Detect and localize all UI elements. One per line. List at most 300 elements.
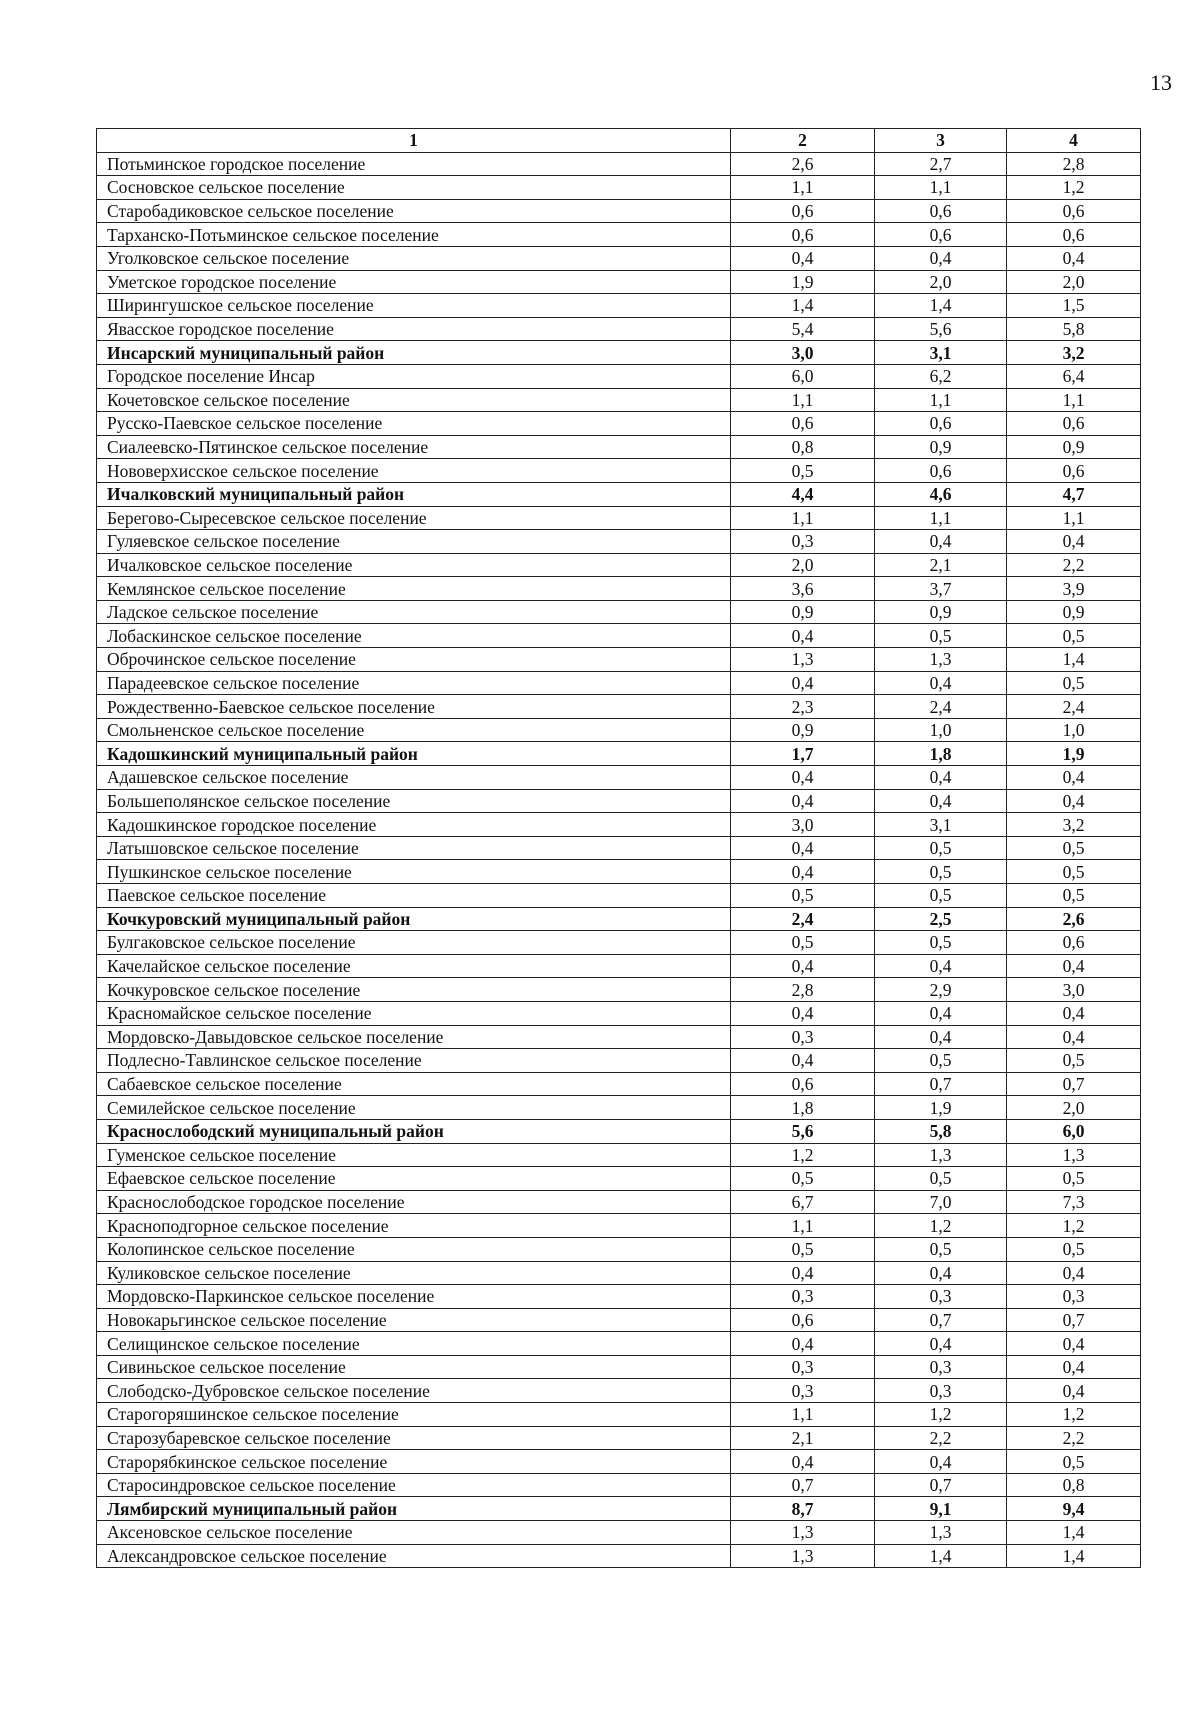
value-cell-col3: 0,4 [875, 789, 1007, 813]
settlement-name-cell: Красноподгорное сельское поселение [97, 1214, 731, 1238]
value-cell-col3: 0,5 [875, 1237, 1007, 1261]
settlement-name-cell: Берегово-Сыресевское сельское поселение [97, 506, 731, 530]
value-cell-col2: 0,6 [731, 199, 875, 223]
value-cell-col3: 6,2 [875, 364, 1007, 388]
settlement-name-cell: Тарханско-Потьминское сельское поселение [97, 223, 731, 247]
value-cell-col3: 0,9 [875, 435, 1007, 459]
value-cell-col3: 9,1 [875, 1497, 1007, 1521]
value-cell-col2: 0,8 [731, 435, 875, 459]
value-cell-col2: 6,0 [731, 364, 875, 388]
settlement-name-cell: Лямбирский муниципальный район [97, 1497, 731, 1521]
table-row [97, 860, 1141, 884]
value-cell-col3: 0,4 [875, 530, 1007, 554]
table-body [97, 152, 1141, 1568]
value-cell-col4: 2,0 [1007, 270, 1141, 294]
value-cell-col2: 0,5 [731, 931, 875, 955]
value-cell-col2: 6,7 [731, 1190, 875, 1214]
value-cell-col2: 2,8 [731, 978, 875, 1002]
settlement-name-cell: Городское поселение Инсар [97, 364, 731, 388]
table-row [97, 506, 1141, 530]
value-cell-col3: 0,4 [875, 1450, 1007, 1474]
table-row [97, 1308, 1141, 1332]
table-row [97, 1143, 1141, 1167]
settlement-name-cell: Мордовско-Давыдовское сельское поселение [97, 1025, 731, 1049]
settlement-name-cell: Уголковское сельское поселение [97, 246, 731, 270]
value-cell-col2: 0,6 [731, 223, 875, 247]
value-cell-col2: 0,4 [731, 246, 875, 270]
value-cell-col4: 0,9 [1007, 435, 1141, 459]
value-cell-col2: 1,3 [731, 1544, 875, 1568]
table-row [97, 1521, 1141, 1545]
value-cell-col2: 2,0 [731, 553, 875, 577]
value-cell-col4: 1,1 [1007, 506, 1141, 530]
value-cell-col3: 0,7 [875, 1473, 1007, 1497]
district-row [97, 1119, 1141, 1143]
table-row [97, 317, 1141, 341]
value-cell-col4: 1,4 [1007, 1544, 1141, 1568]
settlement-name-cell: Смольненское сельское поселение [97, 718, 731, 742]
value-cell-col2: 1,8 [731, 1096, 875, 1120]
value-cell-col4: 1,3 [1007, 1143, 1141, 1167]
value-cell-col4: 0,7 [1007, 1308, 1141, 1332]
value-cell-col3: 3,7 [875, 577, 1007, 601]
value-cell-col3: 2,9 [875, 978, 1007, 1002]
value-cell-col2: 2,4 [731, 907, 875, 931]
value-cell-col4: 1,4 [1007, 648, 1141, 672]
settlement-name-cell: Кадошкинский муниципальный район [97, 742, 731, 766]
table-row [97, 246, 1141, 270]
value-cell-col3: 0,4 [875, 246, 1007, 270]
settlement-name-cell: Рождественно-Баевское сельское поселение [97, 695, 731, 719]
value-cell-col4: 0,4 [1007, 954, 1141, 978]
value-cell-col4: 1,4 [1007, 1521, 1141, 1545]
value-cell-col3: 0,5 [875, 1049, 1007, 1073]
value-cell-col3: 0,5 [875, 860, 1007, 884]
value-cell-col4: 2,0 [1007, 1096, 1141, 1120]
value-cell-col4: 0,4 [1007, 1025, 1141, 1049]
value-cell-col4: 0,6 [1007, 199, 1141, 223]
value-cell-col3: 0,5 [875, 1167, 1007, 1191]
settlement-name-cell: Александровское сельское поселение [97, 1544, 731, 1568]
table-row [97, 199, 1141, 223]
settlement-name-cell: Качелайское сельское поселение [97, 954, 731, 978]
settlement-name-cell: Гуменское сельское поселение [97, 1143, 731, 1167]
value-cell-col3: 1,4 [875, 1544, 1007, 1568]
settlement-name-cell: Русско-Паевское сельское поселение [97, 412, 731, 436]
value-cell-col3: 7,0 [875, 1190, 1007, 1214]
value-cell-col3: 0,4 [875, 766, 1007, 790]
value-cell-col4: 2,2 [1007, 1426, 1141, 1450]
table-row [97, 884, 1141, 908]
table-row [97, 600, 1141, 624]
table-row [97, 1403, 1141, 1427]
value-cell-col4: 1,2 [1007, 1214, 1141, 1238]
table-row [97, 1072, 1141, 1096]
value-cell-col4: 0,4 [1007, 1261, 1141, 1285]
value-cell-col2: 1,7 [731, 742, 875, 766]
value-cell-col2: 2,1 [731, 1426, 875, 1450]
value-cell-col4: 0,4 [1007, 766, 1141, 790]
settlement-name-cell: Оброчинское сельское поселение [97, 648, 731, 672]
table-row [97, 1001, 1141, 1025]
value-cell-col4: 0,6 [1007, 412, 1141, 436]
table-row [97, 553, 1141, 577]
value-cell-col3: 0,6 [875, 412, 1007, 436]
table-row [97, 1049, 1141, 1073]
value-cell-col4: 6,4 [1007, 364, 1141, 388]
value-cell-col4: 1,2 [1007, 176, 1141, 200]
value-cell-col2: 0,4 [731, 860, 875, 884]
value-cell-col3: 2,7 [875, 152, 1007, 176]
value-cell-col3: 5,8 [875, 1119, 1007, 1143]
table-row [97, 364, 1141, 388]
settlement-name-cell: Подлесно-Тавлинское сельское поселение [97, 1049, 731, 1073]
district-row [97, 742, 1141, 766]
value-cell-col3: 0,3 [875, 1355, 1007, 1379]
value-cell-col3: 0,4 [875, 954, 1007, 978]
value-cell-col2: 0,6 [731, 1308, 875, 1332]
table-row [97, 1214, 1141, 1238]
value-cell-col4: 0,4 [1007, 1001, 1141, 1025]
value-cell-col2: 0,5 [731, 884, 875, 908]
settlement-name-cell: Адашевское сельское поселение [97, 766, 731, 790]
value-cell-col2: 0,4 [731, 1049, 875, 1073]
value-cell-col3: 2,0 [875, 270, 1007, 294]
table-row [97, 1025, 1141, 1049]
table-row [97, 176, 1141, 200]
value-cell-col2: 0,5 [731, 459, 875, 483]
settlement-name-cell: Лобаскинское сельское поселение [97, 624, 731, 648]
settlement-name-cell: Сабаевское сельское поселение [97, 1072, 731, 1096]
value-cell-col3: 2,5 [875, 907, 1007, 931]
value-cell-col4: 0,7 [1007, 1072, 1141, 1096]
value-cell-col3: 1,1 [875, 388, 1007, 412]
settlement-name-cell: Явасское городское поселение [97, 317, 731, 341]
table-row [97, 1285, 1141, 1309]
value-cell-col3: 2,4 [875, 695, 1007, 719]
value-cell-col4: 1,2 [1007, 1403, 1141, 1427]
table-row [97, 789, 1141, 813]
value-cell-col3: 1,8 [875, 742, 1007, 766]
value-cell-col3: 0,5 [875, 884, 1007, 908]
value-cell-col4: 0,5 [1007, 1167, 1141, 1191]
value-cell-col2: 0,4 [731, 1450, 875, 1474]
value-cell-col2: 4,4 [731, 482, 875, 506]
value-cell-col3: 5,6 [875, 317, 1007, 341]
table-row [97, 435, 1141, 459]
settlement-name-cell: Кочкуровское сельское поселение [97, 978, 731, 1002]
value-cell-col2: 0,9 [731, 600, 875, 624]
value-cell-col3: 1,2 [875, 1403, 1007, 1427]
value-cell-col3: 4,6 [875, 482, 1007, 506]
value-cell-col2: 0,6 [731, 412, 875, 436]
value-cell-col4: 0,5 [1007, 671, 1141, 695]
table-row [97, 152, 1141, 176]
value-cell-col4: 3,2 [1007, 341, 1141, 365]
value-cell-col3: 0,3 [875, 1379, 1007, 1403]
settlement-name-cell: Кочкуровский муниципальный район [97, 907, 731, 931]
table-row [97, 577, 1141, 601]
settlement-name-cell: Аксеновское сельское поселение [97, 1521, 731, 1545]
table-row [97, 1450, 1141, 1474]
value-cell-col2: 0,3 [731, 1379, 875, 1403]
table-row [97, 294, 1141, 318]
value-cell-col3: 0,4 [875, 1025, 1007, 1049]
value-cell-col2: 1,1 [731, 1403, 875, 1427]
settlement-name-cell: Булгаковское сельское поселение [97, 931, 731, 955]
settlement-name-cell: Ширингушское сельское поселение [97, 294, 731, 318]
value-cell-col3: 0,6 [875, 459, 1007, 483]
district-row [97, 907, 1141, 931]
value-cell-col4: 0,8 [1007, 1473, 1141, 1497]
value-cell-col4: 0,4 [1007, 246, 1141, 270]
value-cell-col2: 0,4 [731, 1332, 875, 1356]
value-cell-col2: 1,1 [731, 388, 875, 412]
value-cell-col4: 5,8 [1007, 317, 1141, 341]
table-row [97, 1190, 1141, 1214]
value-cell-col2: 8,7 [731, 1497, 875, 1521]
value-cell-col4: 3,2 [1007, 813, 1141, 837]
value-cell-col4: 0,5 [1007, 836, 1141, 860]
table-row [97, 1379, 1141, 1403]
table-row [97, 459, 1141, 483]
value-cell-col3: 1,3 [875, 1521, 1007, 1545]
value-cell-col4: 9,4 [1007, 1497, 1141, 1521]
value-cell-col3: 1,1 [875, 506, 1007, 530]
settlement-name-cell: Семилейское сельское поселение [97, 1096, 731, 1120]
settlement-name-cell: Новокарьгинское сельское поселение [97, 1308, 731, 1332]
value-cell-col2: 1,1 [731, 1214, 875, 1238]
settlement-name-cell: Краснослободский муниципальный район [97, 1119, 731, 1143]
value-cell-col3: 3,1 [875, 341, 1007, 365]
value-cell-col2: 1,1 [731, 506, 875, 530]
value-cell-col4: 1,1 [1007, 388, 1141, 412]
value-cell-col3: 1,2 [875, 1214, 1007, 1238]
table-row [97, 530, 1141, 554]
settlement-name-cell: Куликовское сельское поселение [97, 1261, 731, 1285]
value-cell-col4: 0,6 [1007, 459, 1141, 483]
settlement-name-cell: Старосиндровское сельское поселение [97, 1473, 731, 1497]
value-cell-col4: 0,3 [1007, 1285, 1141, 1309]
table-row [97, 671, 1141, 695]
value-cell-col3: 0,5 [875, 931, 1007, 955]
value-cell-col4: 2,4 [1007, 695, 1141, 719]
value-cell-col4: 0,4 [1007, 1379, 1141, 1403]
settlement-name-cell: Старобадиковское сельское поселение [97, 199, 731, 223]
table-row [97, 1332, 1141, 1356]
value-cell-col4: 0,6 [1007, 223, 1141, 247]
settlement-name-cell: Инсарский муниципальный район [97, 341, 731, 365]
value-cell-col2: 1,9 [731, 270, 875, 294]
value-cell-col4: 3,0 [1007, 978, 1141, 1002]
value-cell-col4: 4,7 [1007, 482, 1141, 506]
value-cell-col3: 1,3 [875, 1143, 1007, 1167]
value-cell-col2: 0,3 [731, 1025, 875, 1049]
table-row [97, 412, 1141, 436]
value-cell-col2: 0,7 [731, 1473, 875, 1497]
district-row [97, 341, 1141, 365]
table-row [97, 954, 1141, 978]
table-header-row [97, 129, 1141, 153]
value-cell-col3: 1,1 [875, 176, 1007, 200]
value-cell-col4: 1,9 [1007, 742, 1141, 766]
settlement-name-cell: Уметское городское поселение [97, 270, 731, 294]
value-cell-col3: 0,4 [875, 671, 1007, 695]
table-row [97, 1096, 1141, 1120]
value-cell-col2: 0,4 [731, 766, 875, 790]
value-cell-col2: 1,3 [731, 648, 875, 672]
value-cell-col2: 0,6 [731, 1072, 875, 1096]
table-row [97, 931, 1141, 955]
settlement-name-cell: Ладское сельское поселение [97, 600, 731, 624]
value-cell-col2: 0,5 [731, 1237, 875, 1261]
table-row [97, 223, 1141, 247]
table-row [97, 1544, 1141, 1568]
table-row [97, 1167, 1141, 1191]
value-cell-col3: 0,9 [875, 600, 1007, 624]
settlement-name-cell: Старозубаревское сельское поселение [97, 1426, 731, 1450]
table-row [97, 388, 1141, 412]
data-table [96, 128, 1141, 1568]
table-row [97, 1237, 1141, 1261]
value-cell-col2: 0,9 [731, 718, 875, 742]
settlement-name-cell: Слободско-Дубровское сельское поселение [97, 1379, 731, 1403]
value-cell-col3: 0,3 [875, 1285, 1007, 1309]
value-cell-col3: 1,9 [875, 1096, 1007, 1120]
value-cell-col3: 0,7 [875, 1072, 1007, 1096]
value-cell-col4: 2,8 [1007, 152, 1141, 176]
value-cell-col4: 1,5 [1007, 294, 1141, 318]
settlement-name-cell: Старорябкинское сельское поселение [97, 1450, 731, 1474]
settlement-name-cell: Мордовско-Паркинское сельское поселение [97, 1285, 731, 1309]
table-row [97, 1261, 1141, 1285]
settlement-name-cell: Сиалеевско-Пятинское сельское поселение [97, 435, 731, 459]
value-cell-col2: 1,4 [731, 294, 875, 318]
page-number: 13 [1150, 70, 1172, 95]
value-cell-col3: 2,2 [875, 1426, 1007, 1450]
settlement-name-cell: Гуляевское сельское поселение [97, 530, 731, 554]
value-cell-col4: 0,4 [1007, 1332, 1141, 1356]
value-cell-col3: 1,0 [875, 718, 1007, 742]
settlement-name-cell: Сосновское сельское поселение [97, 176, 731, 200]
settlement-name-cell: Кемлянское сельское поселение [97, 577, 731, 601]
value-cell-col3: 0,4 [875, 1261, 1007, 1285]
settlement-name-cell: Колопинское сельское поселение [97, 1237, 731, 1261]
settlement-name-cell: Потьминское городское поселение [97, 152, 731, 176]
table-row [97, 813, 1141, 837]
table-row [97, 695, 1141, 719]
value-cell-col3: 0,6 [875, 223, 1007, 247]
value-cell-col4: 1,0 [1007, 718, 1141, 742]
column-header: 3 [875, 129, 1007, 153]
settlement-name-cell: Большеполянское сельское поселение [97, 789, 731, 813]
value-cell-col3: 0,4 [875, 1332, 1007, 1356]
settlement-name-cell: Краснослободское городское поселение [97, 1190, 731, 1214]
settlement-name-cell: Латышовское сельское поселение [97, 836, 731, 860]
value-cell-col2: 0,5 [731, 1167, 875, 1191]
value-cell-col4: 0,5 [1007, 1049, 1141, 1073]
value-cell-col2: 0,4 [731, 836, 875, 860]
table-row [97, 766, 1141, 790]
value-cell-col2: 0,4 [731, 954, 875, 978]
settlement-name-cell: Красномайское сельское поселение [97, 1001, 731, 1025]
value-cell-col3: 3,1 [875, 813, 1007, 837]
district-row [97, 482, 1141, 506]
value-cell-col2: 1,1 [731, 176, 875, 200]
value-cell-col3: 1,3 [875, 648, 1007, 672]
table-row [97, 648, 1141, 672]
value-cell-col4: 0,4 [1007, 789, 1141, 813]
value-cell-col4: 0,5 [1007, 624, 1141, 648]
value-cell-col4: 0,4 [1007, 1355, 1141, 1379]
district-row [97, 1497, 1141, 1521]
settlement-name-cell: Пушкинское сельское поселение [97, 860, 731, 884]
value-cell-col3: 2,1 [875, 553, 1007, 577]
table-row [97, 978, 1141, 1002]
value-cell-col4: 2,2 [1007, 553, 1141, 577]
column-header: 2 [731, 129, 875, 153]
value-cell-col2: 2,6 [731, 152, 875, 176]
value-cell-col3: 0,7 [875, 1308, 1007, 1332]
value-cell-col4: 0,9 [1007, 600, 1141, 624]
column-header: 4 [1007, 129, 1141, 153]
settlement-name-cell: Ичалковский муниципальный район [97, 482, 731, 506]
value-cell-col2: 0,3 [731, 530, 875, 554]
value-cell-col4: 0,5 [1007, 884, 1141, 908]
value-cell-col2: 1,2 [731, 1143, 875, 1167]
value-cell-col2: 0,3 [731, 1285, 875, 1309]
value-cell-col2: 3,0 [731, 341, 875, 365]
settlement-name-cell: Старогоряшинское сельское поселение [97, 1403, 731, 1427]
value-cell-col4: 7,3 [1007, 1190, 1141, 1214]
table-row [97, 1473, 1141, 1497]
column-header: 1 [97, 129, 731, 153]
settlement-name-cell: Кочетовское сельское поселение [97, 388, 731, 412]
value-cell-col4: 0,5 [1007, 1237, 1141, 1261]
settlement-name-cell: Парадеевское сельское поселение [97, 671, 731, 695]
value-cell-col4: 0,5 [1007, 860, 1141, 884]
value-cell-col4: 3,9 [1007, 577, 1141, 601]
value-cell-col3: 0,6 [875, 199, 1007, 223]
value-cell-col2: 3,0 [731, 813, 875, 837]
value-cell-col2: 1,3 [731, 1521, 875, 1545]
table-row [97, 624, 1141, 648]
table-row [97, 1426, 1141, 1450]
table-row [97, 836, 1141, 860]
value-cell-col2: 0,4 [731, 671, 875, 695]
value-cell-col2: 5,4 [731, 317, 875, 341]
value-cell-col2: 0,4 [731, 789, 875, 813]
value-cell-col4: 2,6 [1007, 907, 1141, 931]
value-cell-col2: 0,4 [731, 624, 875, 648]
settlement-name-cell: Сивиньское сельское поселение [97, 1355, 731, 1379]
value-cell-col4: 0,4 [1007, 530, 1141, 554]
settlement-name-cell: Кадошкинское городское поселение [97, 813, 731, 837]
value-cell-col3: 0,5 [875, 836, 1007, 860]
value-cell-col2: 0,3 [731, 1355, 875, 1379]
settlement-name-cell: Нововерхисское сельское поселение [97, 459, 731, 483]
value-cell-col4: 0,6 [1007, 931, 1141, 955]
settlement-name-cell: Ефаевское сельское поселение [97, 1167, 731, 1191]
table-row [97, 270, 1141, 294]
value-cell-col4: 6,0 [1007, 1119, 1141, 1143]
value-cell-col3: 0,4 [875, 1001, 1007, 1025]
value-cell-col3: 1,4 [875, 294, 1007, 318]
value-cell-col2: 0,4 [731, 1261, 875, 1285]
settlement-name-cell: Паевское сельское поселение [97, 884, 731, 908]
value-cell-col2: 3,6 [731, 577, 875, 601]
value-cell-col3: 0,5 [875, 624, 1007, 648]
